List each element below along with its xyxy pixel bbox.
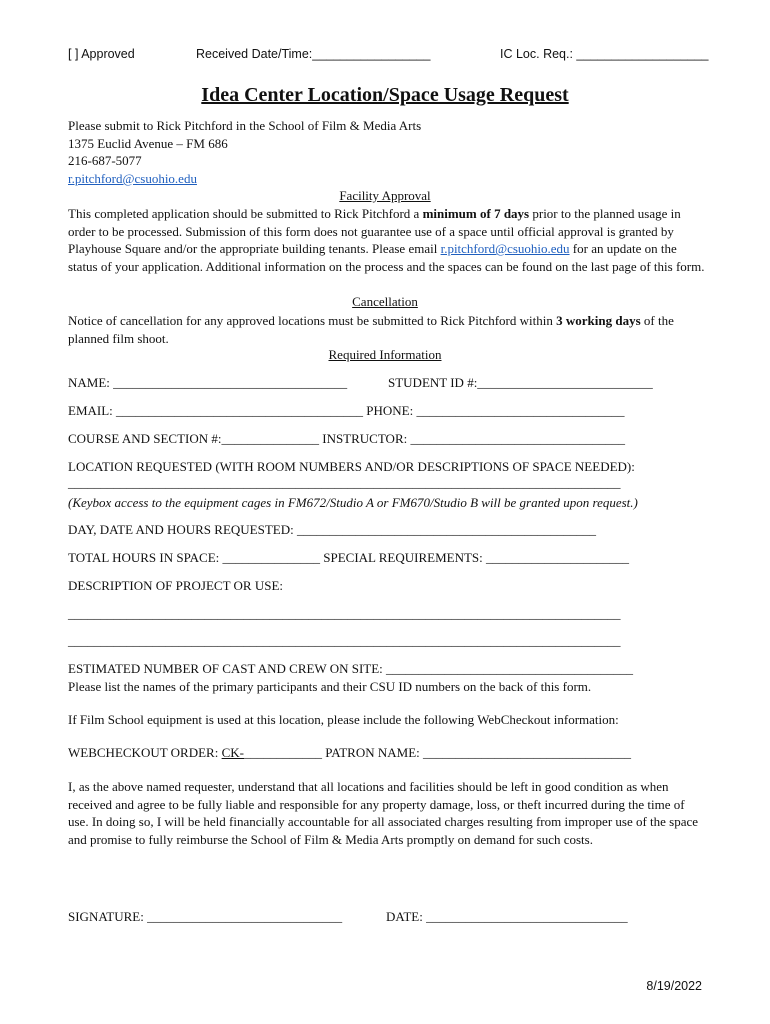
webcheckout-label: WEBCHECKOUT ORDER: [68, 745, 222, 760]
contact-line: Please submit to Rick Pitchford in the School of Film & Media Arts [68, 118, 422, 133]
facility-min-days: minimum of 7 days [422, 206, 530, 221]
facility-email-link[interactable]: r.pitchford@csuohio.edu [440, 241, 570, 257]
contact-email-link[interactable]: r.pitchford@csuohio.edu [68, 170, 197, 186]
facility-approval-heading: Facility Approval [339, 188, 431, 203]
agreement-text: I, as the above named requester, understand that all locations and facilities should be left in good condition as when received and agree to be fully liable and responsible for any property damage, loss, or theft incurred during the time of use. In doing so, I will be held financially accountable for all associated charges resulting from improper use of the space and promise to fully reimburse the School of Film & Media Arts promptly on demand for such costs. [68, 779, 699, 847]
cancellation-text-part: Notice of cancellation for any approved locations must be submitted to Rick Pitchford within [68, 313, 557, 328]
description-label: DESCRIPTION OF PROJECT OR USE: [68, 578, 284, 593]
film-equipment-note: If Film School equipment is used at this location, please include the following WebCheckout information: [68, 712, 619, 727]
name-field[interactable]: NAME: ____________________________________ [68, 375, 348, 390]
student-id-field[interactable]: STUDENT ID #:___________________________ [388, 375, 653, 390]
cancellation-text-part: of the planned film shoot. [68, 313, 674, 346]
participants-note: Please list the names of the primary participants and their CSU ID numbers on the back of this form. [68, 679, 592, 694]
signature-field[interactable]: SIGNATURE: ______________________________ [68, 909, 343, 924]
facility-text: prior to the planned usage in order to be processed. Submission of this form does not guarantee use of a space until official approval is granted by Playhouse Square and/or the appropriate building tenants. Please email [68, 206, 681, 257]
date-field[interactable]: DATE: _______________________________ [386, 909, 628, 924]
cancellation-days: 3 working days [556, 313, 641, 328]
cast-crew-field[interactable]: ESTIMATED NUMBER OF CAST AND CREW ON SITE: ______________________________________ [68, 661, 634, 676]
webcheckout-ck-prefix: CK- [221, 745, 244, 760]
keybox-note: (Keybox access to the equipment cages in FM672/Studio A or FM670/Studio B will be granted upon request.) [68, 495, 638, 510]
description-field-2[interactable]: _____________________________________________________________________________________ [68, 633, 621, 648]
facility-text: This completed application should be submitted to Rick Pitchford a [68, 206, 423, 221]
facility-text: for an update on the status of your application. Additional information on the process and the spaces can be found on the last page of this form. [68, 241, 705, 274]
ic-loc-req-field[interactable]: IC Loc. Req.: ___________________ [500, 47, 709, 61]
footer-date: 8/19/2022 [646, 979, 702, 993]
location-requested-label: LOCATION REQUESTED (WITH ROOM NUMBERS AND/OR DESCRIPTIONS OF SPACE NEEDED): [68, 459, 635, 474]
received-datetime-field[interactable]: Received Date/Time:_________________ [196, 47, 431, 61]
approved-checkbox[interactable]: [ ] Approved [68, 47, 135, 61]
contact-block [68, 117, 708, 187]
email-phone-field[interactable]: EMAIL: ______________________________________ PHONE: ________________________________ [68, 403, 625, 418]
required-info-heading: Required Information [328, 347, 442, 362]
description-field-1[interactable]: _____________________________________________________________________________________ [68, 606, 621, 621]
total-hours-special-req-field[interactable]: TOTAL HOURS IN SPACE: _______________ SPECIAL REQUIREMENTS: ______________________ [68, 550, 629, 565]
contact-phone: 216-687-5077 [68, 153, 142, 169]
webcheckout-field[interactable] [68, 745, 631, 761]
course-instructor-field[interactable]: COURSE AND SECTION #:_______________ INSTRUCTOR: _________________________________ [68, 431, 625, 446]
location-requested-field[interactable]: _____________________________________________________________________________________ [68, 475, 621, 490]
cancellation-heading: Cancellation [352, 294, 418, 309]
day-date-hours-field[interactable]: DAY, DATE AND HOURS REQUESTED: ______________________________________________ [68, 522, 596, 537]
webcheckout-patron[interactable]: ____________ PATRON NAME: ________________________________ [244, 745, 632, 760]
contact-address: 1375 Euclid Avenue – FM 686 [68, 135, 228, 151]
page-title: Idea Center Location/Space Usage Request [201, 84, 569, 106]
facility-approval-text [68, 205, 708, 275]
cancellation-text [68, 312, 708, 347]
